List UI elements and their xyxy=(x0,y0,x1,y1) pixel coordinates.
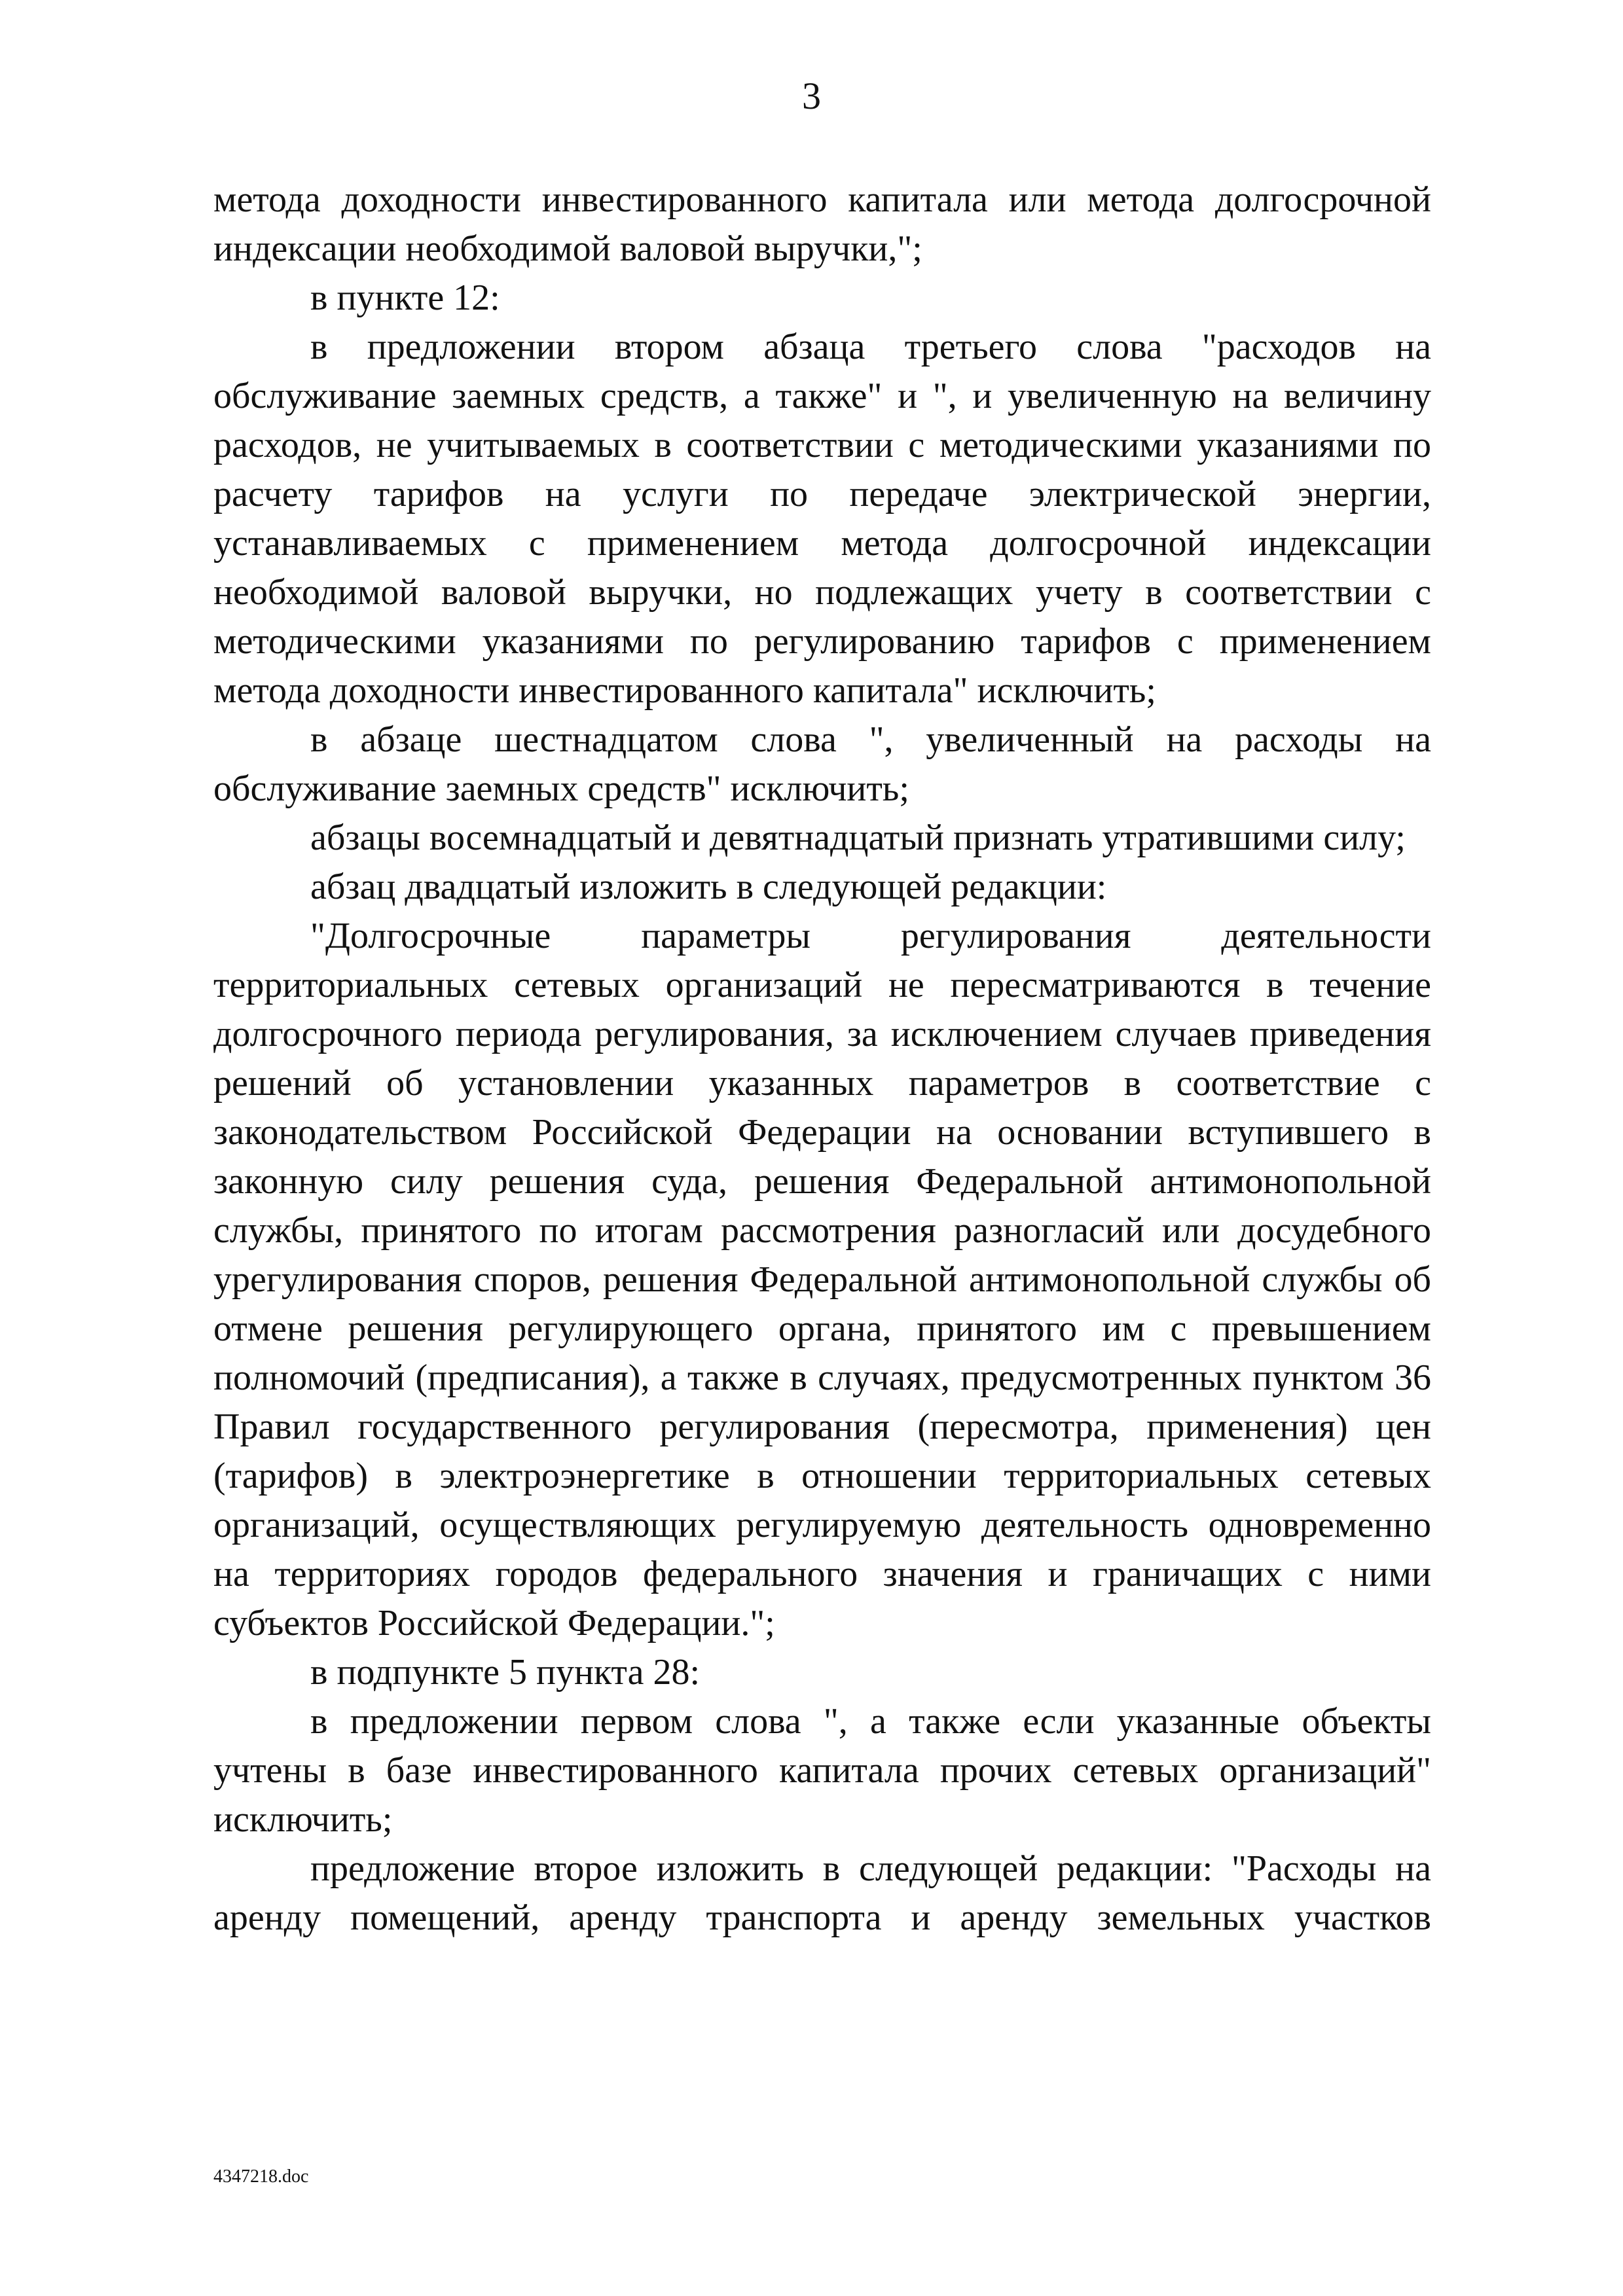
paragraph: абзацы восемнадцатый и девятнадцатый признать утратившими силу; xyxy=(310,817,1406,858)
paragraph: "Долгосрочные параметры регулирования деятельности территориальных сетевых организаций не пересматриваются в течение долгосрочного периода регулирования, за исключением случаев приведения решений об установлении указанных параметров в соответствие с законодательством Российской Федерации на основании вступившего в законную силу решения суда, решения Федеральной антимонопольной службы, принятого по итогам рассмотрения разногласий или досудебного урегулирования споров, решения Федеральной антимонопольной службы об отмене решения регулирующего органа, принятого им с превышением полномочий (предписания), а также в случаях, предусмотренных пунктом 36 Правил государственного регулирования (пересмотра, применения) цен (тарифов) в электроэнергетике в отношении территориальных сетевых организаций, осуществляющих регулируемую деятельность одновременно на территориях городов федерального значения и граничащих с ними субъектов Российской Федерации."; xyxy=(213,916,1431,1643)
paragraph: в предложении первом слова ", а также если указанные объекты учтены в базе инвестированного капитала прочих сетевых организаций" исключить; xyxy=(213,1701,1431,1840)
footer-filename: 4347218.doc xyxy=(213,2166,309,2187)
paragraph: метода доходности инвестированного капитала или метода долгосрочной индексации необходимой валовой выручки,"; xyxy=(213,179,1431,269)
page-number: 3 xyxy=(802,75,821,117)
paragraph: в подпункте 5 пункта 28: xyxy=(310,1652,700,1693)
paragraph: в пункте 12: xyxy=(310,278,500,318)
document-body xyxy=(213,175,1431,1943)
paragraph: в предложении втором абзаца третьего слова "расходов на обслуживание заемных средств, а также" и ", и увеличенную на величину расходов, не учитываемых в соответствии с методическими указаниями по расчету тарифов на услуги по передаче электрической энергии, устанавливаемых с применением метода долгосрочной индексации необходимой валовой выручки, но подлежащих учету в соответствии с методическими указаниями по регулированию тарифов с применением метода доходности инвестированного капитала" исключить; xyxy=(213,327,1431,711)
paragraph: предложение второе изложить в следующей редакции: "Расходы на аренду помещений, аренду транспорта и аренду земельных участков xyxy=(213,1848,1431,1938)
paragraph: абзац двадцатый изложить в следующей редакции: xyxy=(310,867,1107,907)
paragraph: в абзаце шестнадцатом слова ", увеличенный на расходы на обслуживание заемных средств" исключить; xyxy=(213,719,1431,809)
